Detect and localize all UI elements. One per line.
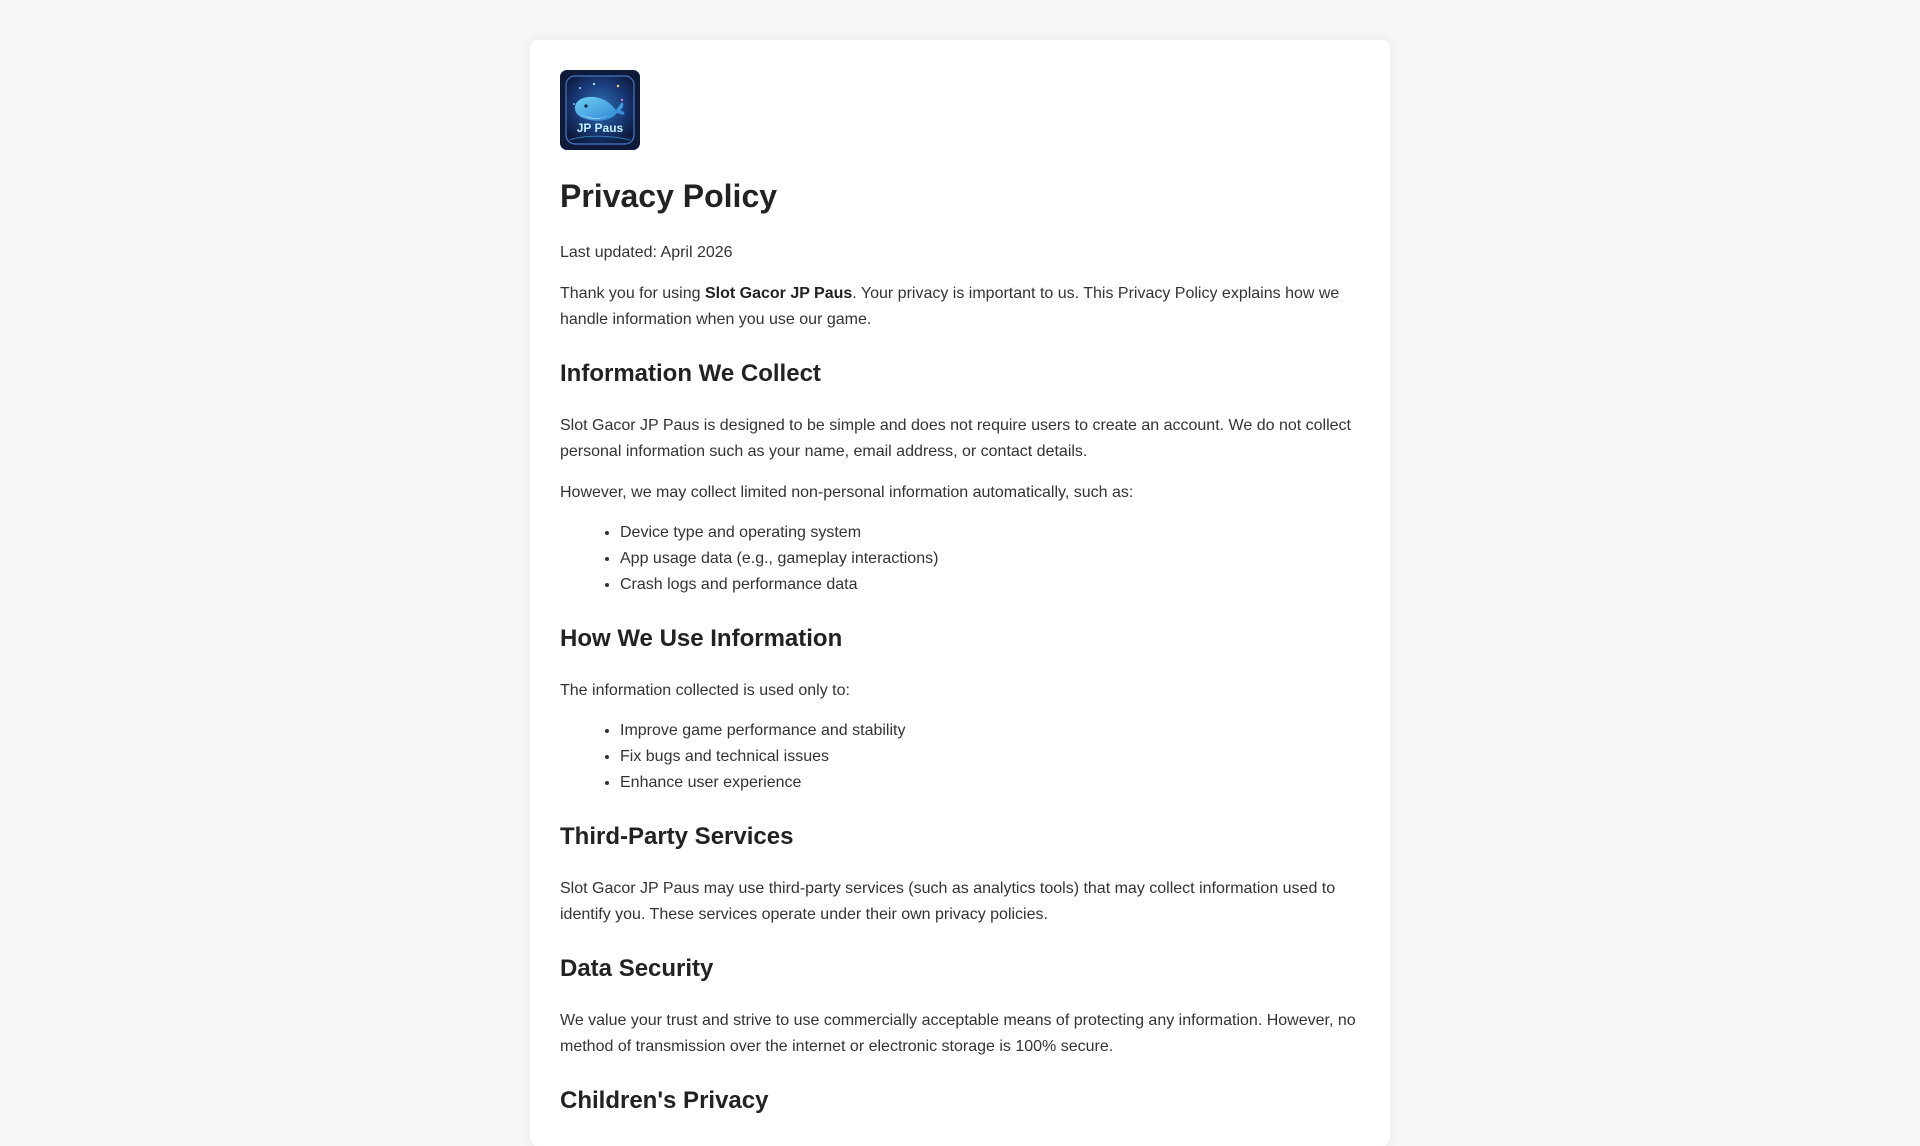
section-paragraph: The information collected is used only to: — [560, 682, 850, 699]
intro-text-after: . Your privacy is important to us. This Privacy Policy explains how we handle information when you use our game. — [560, 285, 1340, 328]
section-paragraph: Slot Gacor JP Paus is designed to be simple and does not require users to create an account. We do not collect personal information such as your name, email address, or contact details. — [560, 417, 1351, 460]
whale-logo-icon — [560, 70, 640, 150]
section-heading-information-we-collect: Information We Collect — [560, 360, 821, 387]
section-paragraph: We value your trust and strive to use commercially acceptable means of protecting any information. However, no method of transmission over the internet or electronic storage is 100% secure. — [560, 1012, 1356, 1055]
section-paragraph: However, we may collect limited non-personal information automatically, such as: — [560, 484, 1134, 501]
intro-paragraph — [560, 281, 1360, 333]
collected-info-list — [560, 520, 1360, 598]
section-heading-data-security: Data Security — [560, 955, 714, 982]
last-updated: Last updated: April 2026 — [560, 244, 733, 261]
section-heading-childrens-privacy: Children's Privacy — [560, 1087, 769, 1114]
app-logo — [560, 70, 640, 150]
list-item: • Crash logs and performance data — [620, 572, 1360, 598]
svg-text:JP Paus: JP Paus — [576, 121, 624, 135]
list-item: • Improve game performance and stability — [620, 718, 1360, 744]
app-name: Slot Gacor JP Paus — [704, 285, 853, 302]
intro-text-before: Thank you for using — [560, 285, 705, 302]
usage-list — [560, 718, 1360, 796]
section-paragraph: Slot Gacor JP Paus may use third-party services (such as analytics tools) that may collect information used to identify you. These services operate under their own privacy policies. — [560, 880, 1336, 923]
list-item: • Enhance user experience — [620, 770, 1360, 796]
page-title: Privacy Policy — [560, 178, 778, 214]
section-heading-how-we-use-information: How We Use Information — [560, 625, 843, 652]
list-item: • Fix bugs and technical issues — [620, 744, 1360, 770]
section-heading-third-party-services: Third-Party Services — [560, 823, 794, 850]
policy-card — [530, 40, 1390, 1146]
list-item: • Device type and operating system — [620, 520, 1360, 546]
list-item: • App usage data (e.g., gameplay interactions) — [620, 546, 1360, 572]
